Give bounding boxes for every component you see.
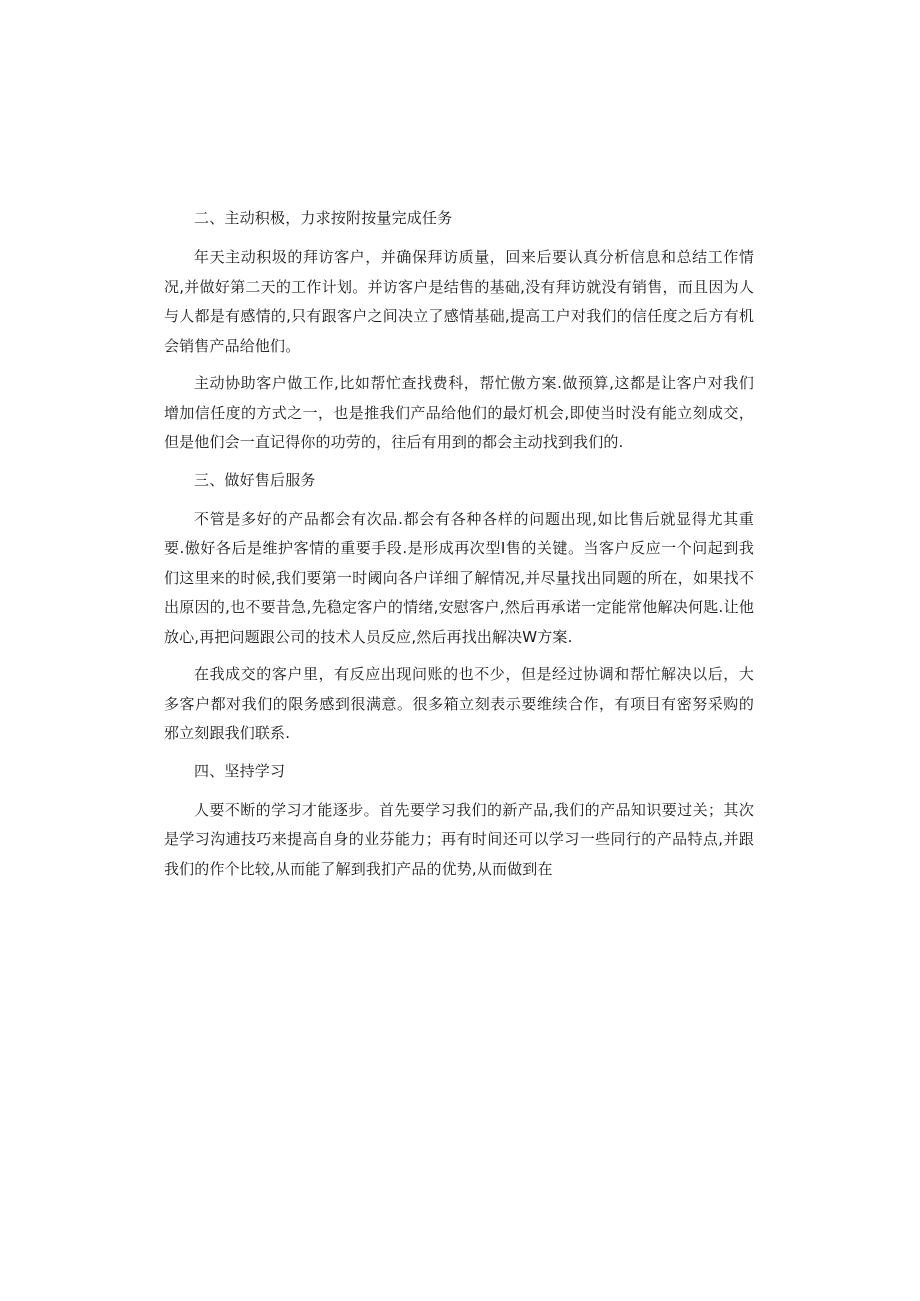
- paragraph: 年天主动积圾的拜访客户，并确保拜访质量，回来后要认真分析信息和总结工作情况,并做好第二天的工作计划。并访客户是结售的基础,没有拜访就没有销售，而且因为人与人都是有感情的,只有跟客户之间决立了感情基础,提高工户对我们的信任度之后方有机会销售产品给他们。: [164, 248, 754, 355]
- paragraph: 人要不断的学习才能逐步。首先要学习我们的新产品,我们的产品知识要过关；其次是学习沟逋技巧来提高自身的业芬能力；再有时间还可以学习一些同行的产品特点,并跟我们的作个比较,从而能了解到我扪产品的优势,从而做到在: [164, 800, 754, 878]
- paragraph: 主动协助客户做工作,比如帮忙查找费科，帮忙傲方案.做预算,这都是让客户对我们增加信任度的方式之一，也是推我们产品给他们的最灯机会,即使当时没有能立刻成交，但是他们会一直记得你的功劳的，往后有用到的都会主动找到我们的.: [164, 374, 754, 451]
- section-heading: 三、做好售后服务: [194, 470, 316, 489]
- document-body: [164, 204, 754, 892]
- paragraph: 在我成交的客户里，有反应出现问账的也不少，但是经过协调和帮忙解决以后，大多客户都对我们的限务感到很满意。很多箱立刻表示要维续合作，有项目有密努采购的邪立刻跟我们联系.: [164, 665, 754, 742]
- paragraph: 不管是多好的产品都会有次品.都会有各种各样的问题出现,如比售后就显得尤其重要.傲好各后是维护客情的重要手段.是形成再次型I售的关键。当客户反应一个问起到我们这里来的时候,我们要第一时阈向各户详细了解情况,并尽量找出同题的所在，如果找不出原因的,也不要昔急,先稳定客户的情绪,安慰客户,然后再承诺一定能常他解决何匙.让他放心,再把问题跟公司的技术人员反应,然后再找出解决W方案.: [164, 509, 754, 646]
- section-heading: 四、坚持学习: [194, 761, 286, 780]
- section-heading: 二、主动积极，力求按附按量完成任务: [194, 209, 453, 227]
